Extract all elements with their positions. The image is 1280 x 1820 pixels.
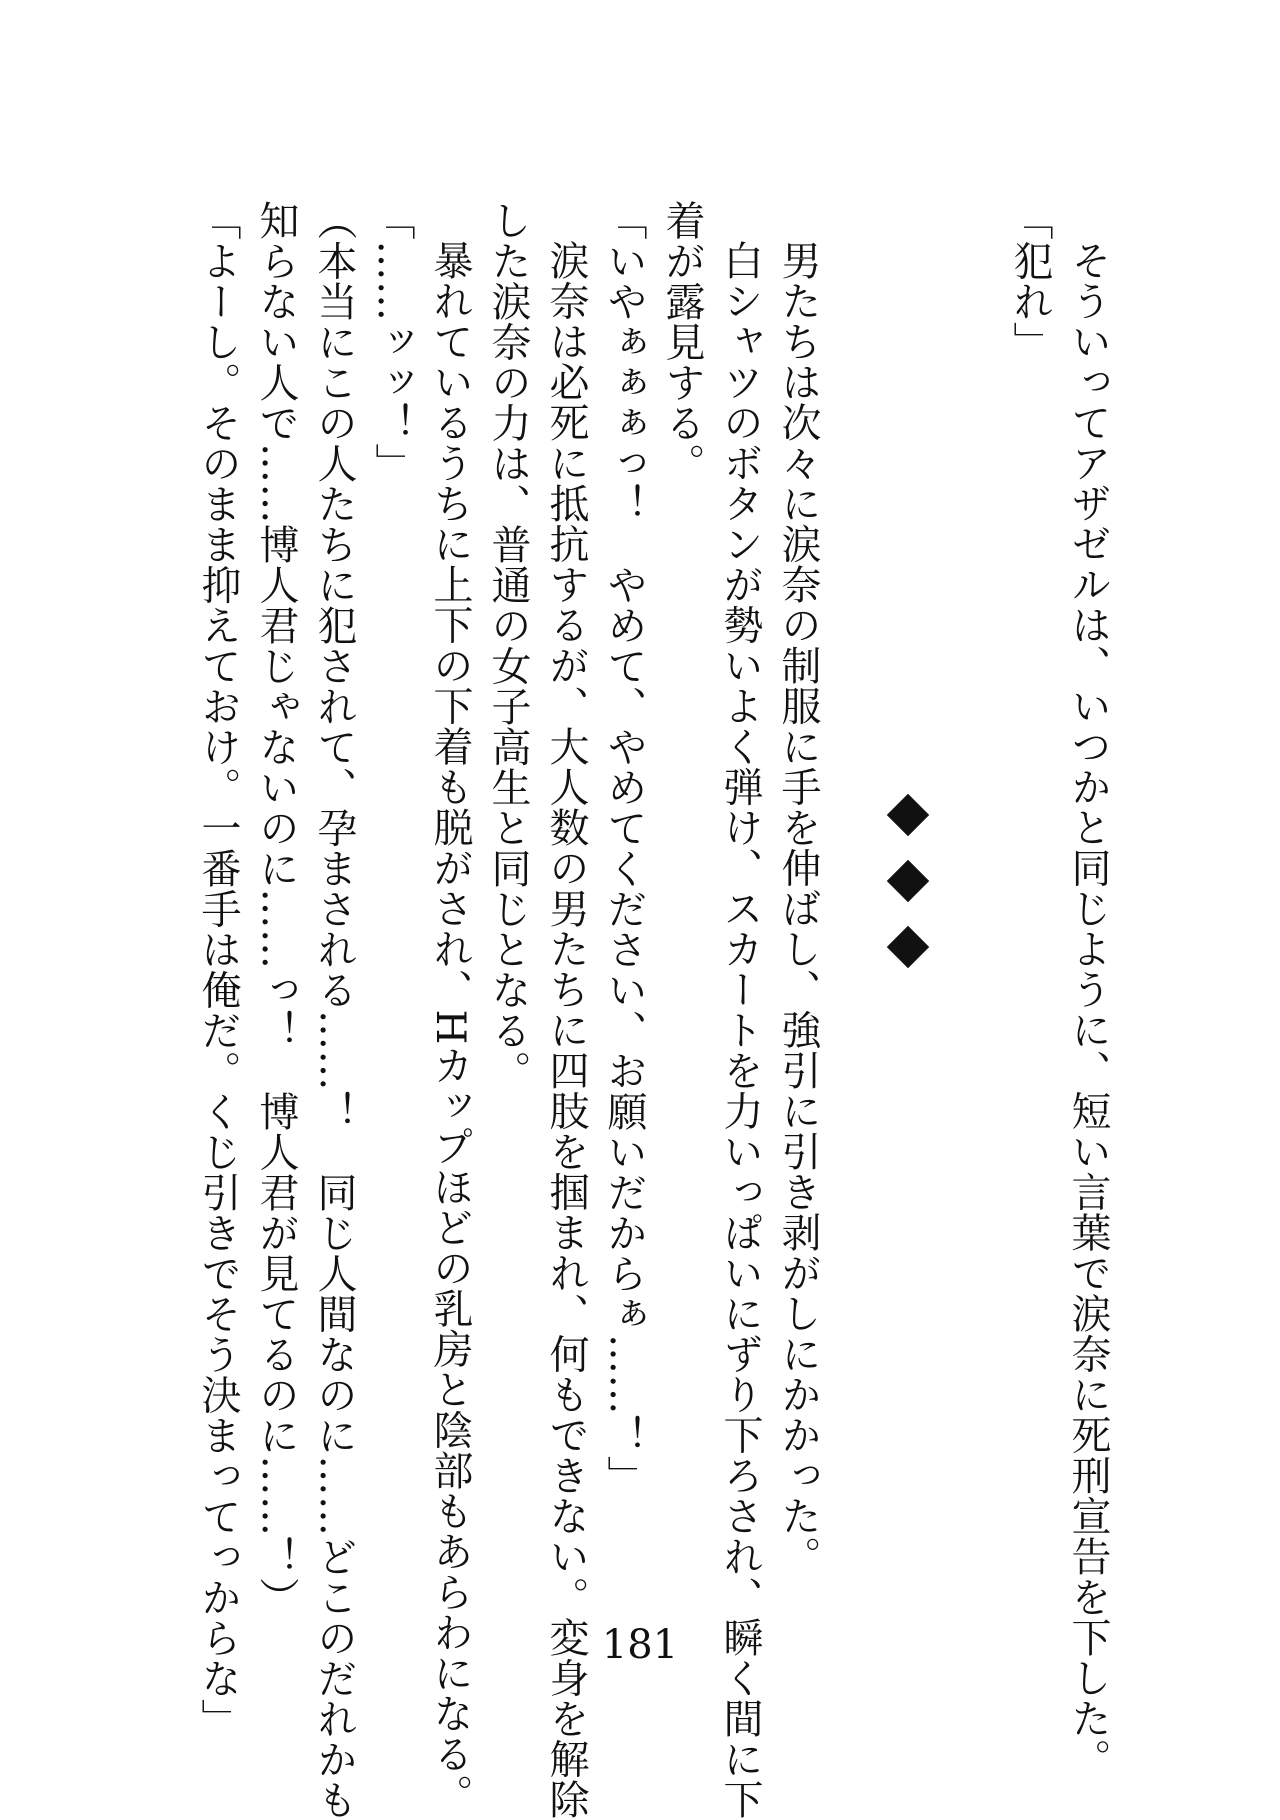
section-break (878, 800, 938, 962)
text-column-7: 涙奈は必死に抵抗するが、大人数の男たちに四肢を掴まれ、何もできない。変身を解除 (543, 240, 589, 1820)
text-column-2: 「犯れ」 (1007, 200, 1053, 362)
text-column-12: 知らない人で……博人君じゃないのに……っ！ 博人君が見てるのに……！） (253, 200, 299, 1618)
page-number: 181 (601, 1622, 679, 1668)
text-column-9: 暴れているうちに上下の下着も脱がされ、Hカップほどの乳房と陰部もあらわになる。 (427, 240, 473, 1815)
diamond-icon (887, 860, 929, 902)
text-column-4: 白シャツのボタンが勢いよく弾け、スカートを力いっぱいにずり下ろされ、瞬く間に下 (717, 240, 763, 1820)
text-column-6: 「いやぁぁぁっ！ やめて、やめてください、お願いだからぁ……！」 (601, 200, 647, 1496)
text-column-1: そういってアザゼルは、いつかと同じように、短い言葉で涙奈に死刑宣告を下した。 (1065, 240, 1111, 1779)
text-column-8: した涙奈の力は、普通の女子高生と同じとなる。 (485, 200, 531, 1091)
text-column-3: 男たちは次々に涙奈の制服に手を伸ばし、強引に引き剥がしにかかった。 (775, 240, 821, 1577)
text-column-5: 着が露見する。 (659, 200, 705, 484)
diamond-icon (887, 926, 929, 968)
text-column-13: 「よーし。そのまま抑えておけ。一番手は俺だ。くじ引きでそう決まってっからな」 (195, 200, 241, 1739)
text-column-10: 「……ッッ！」 (369, 200, 415, 484)
text-column-11: （本当にこの人たちに犯されて、孕まされる……！ 同じ人間なのに……どこのだれかも (311, 200, 357, 1820)
diamond-icon (887, 794, 929, 836)
